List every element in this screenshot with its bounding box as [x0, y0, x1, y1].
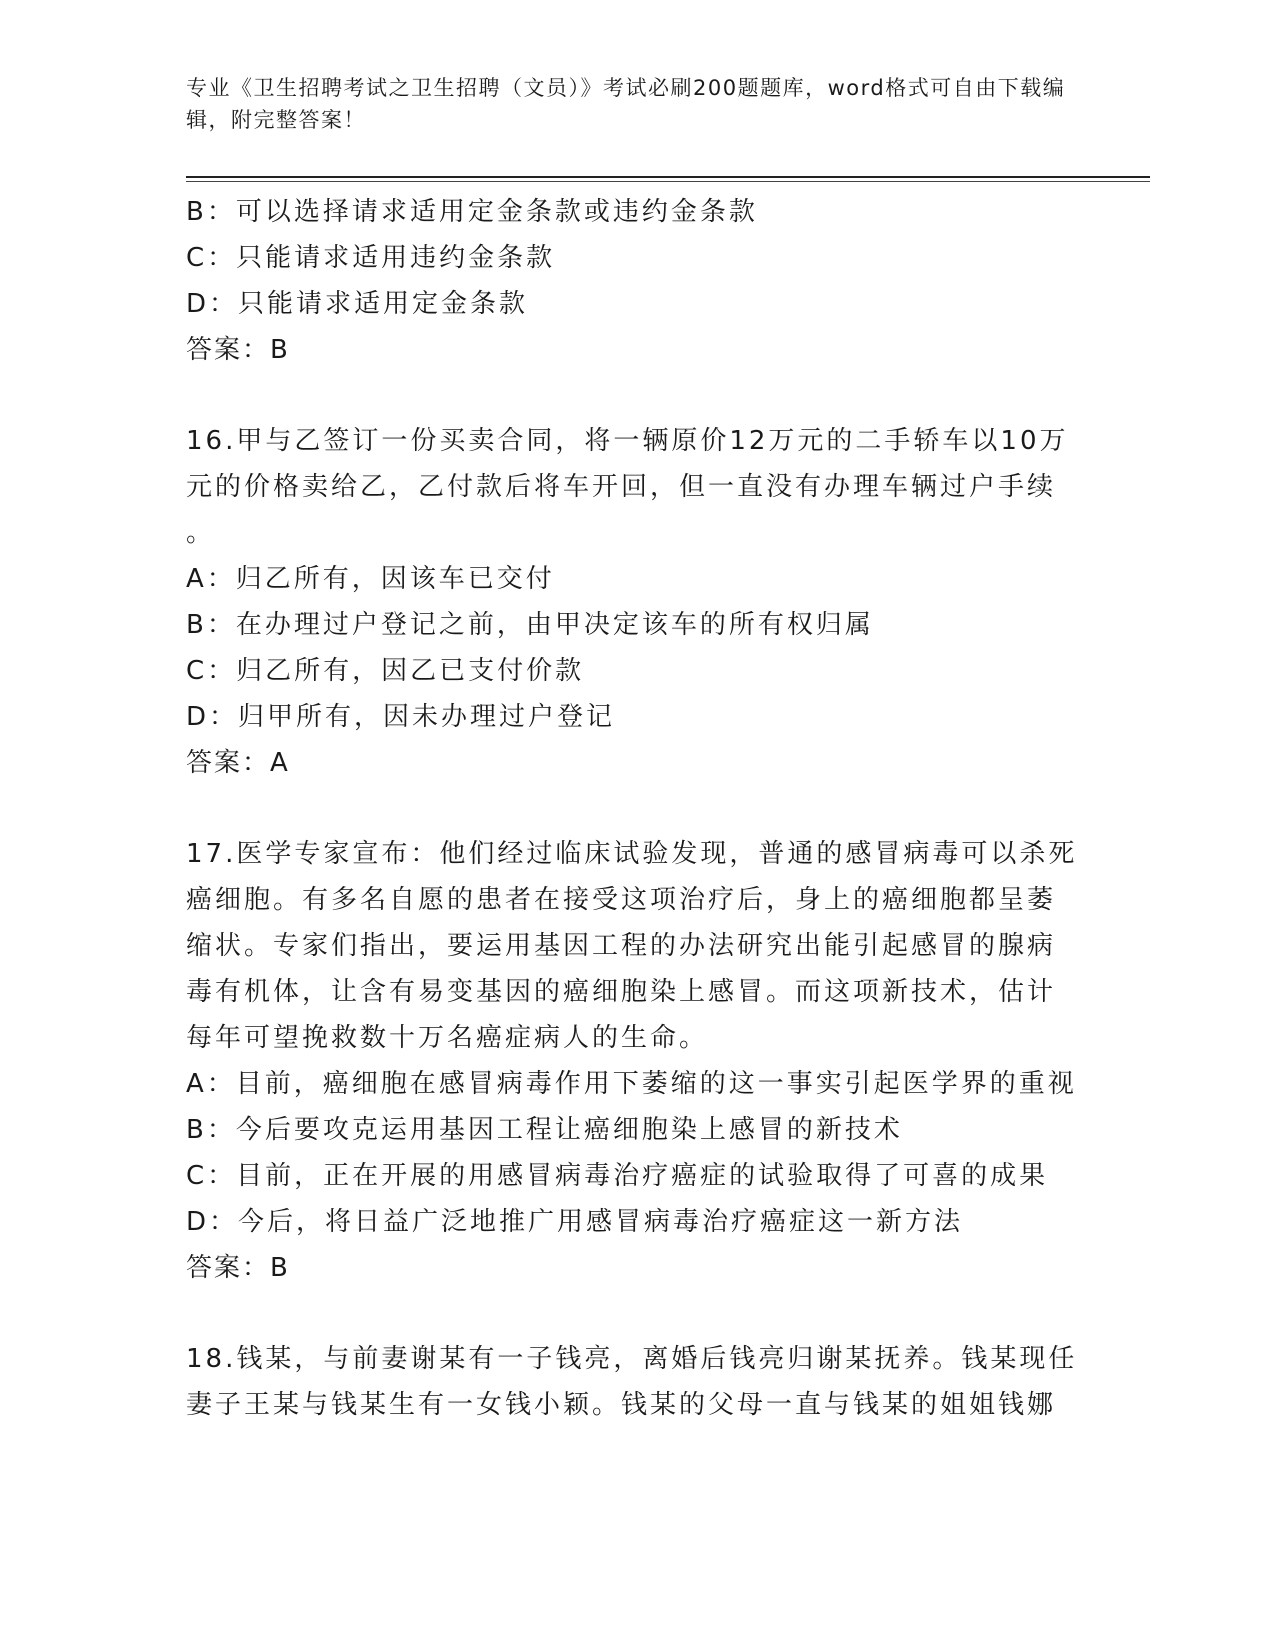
q17-option-b: B：今后要攻克运用基因工程让癌细胞染上感冒的新技术 [186, 1115, 903, 1145]
q15-option-c: C：只能请求适用违约金条款 [186, 243, 556, 273]
q18-stem-line: 妻子王某与钱某生有一女钱小颖。钱某的父母一直与钱某的姐姐钱娜 [186, 1390, 1057, 1420]
q16-option-d: D：归甲所有，因未办理过户登记 [186, 702, 616, 732]
question-15-tail [186, 189, 1086, 373]
q17-stem-line: 17.医学专家宣布：他们经过临床试验发现，普通的感冒病毒可以杀死 [186, 839, 1078, 869]
q15-option-b: B：可以选择请求适用定金条款或违约金条款 [186, 197, 758, 227]
q16-stem-line: 元的价格卖给乙，乙付款后将车开回，但一直没有办理车辆过户手续 [186, 472, 1057, 502]
question-17 [186, 831, 1086, 1291]
question-18 [186, 1336, 1086, 1428]
q16-stem-line: 。 [186, 518, 216, 548]
q17-option-a: A：目前，癌细胞在感冒病毒作用下萎缩的这一事实引起医学界的重视 [186, 1069, 1077, 1099]
q16-option-c: C：归乙所有，因乙已支付价款 [186, 656, 585, 686]
header-rule-thick [186, 176, 1150, 178]
question-16 [186, 418, 1086, 786]
q17-option-c: C：目前，正在开展的用感冒病毒治疗癌症的试验取得了可喜的成果 [186, 1161, 1049, 1191]
q17-stem-line: 癌细胞。有多名自愿的患者在接受这项治疗后，身上的癌细胞都呈萎 [186, 885, 1057, 915]
q17-answer: 答案：B [186, 1253, 290, 1283]
q15-option-d: D：只能请求适用定金条款 [186, 289, 529, 319]
q17-option-d: D：今后，将日益广泛地推广用感冒病毒治疗癌症这一新方法 [186, 1207, 964, 1237]
q17-stem-line: 毒有机体，让含有易变基因的癌细胞染上感冒。而这项新技术，估计 [186, 977, 1057, 1007]
q16-option-b: B：在办理过户登记之前，由甲决定该车的所有权归属 [186, 610, 874, 640]
header-rule-thin [186, 181, 1150, 182]
q16-stem-line: 16.甲与乙签订一份买卖合同，将一辆原价12万元的二手轿车以10万 [186, 426, 1069, 456]
q17-stem-line: 每年可望挽救数十万名癌症病人的生命。 [186, 1023, 709, 1053]
document-body [186, 189, 1086, 1428]
q18-stem-line: 18.钱某，与前妻谢某有一子钱亮，离婚后钱亮归谢某抚养。钱某现任 [186, 1344, 1078, 1374]
page-header: 专业《卫生招聘考试之卫生招聘（文员）》考试必刷200题题库，word格式可自由下载编辑，附完整答案！ [186, 76, 1066, 132]
q17-stem-line: 缩状。专家们指出，要运用基因工程的办法研究出能引起感冒的腺病 [186, 931, 1057, 961]
q16-option-a: A：归乙所有，因该车已交付 [186, 564, 555, 594]
q16-answer: 答案：A [186, 748, 290, 778]
q15-answer: 答案：B [186, 335, 290, 365]
